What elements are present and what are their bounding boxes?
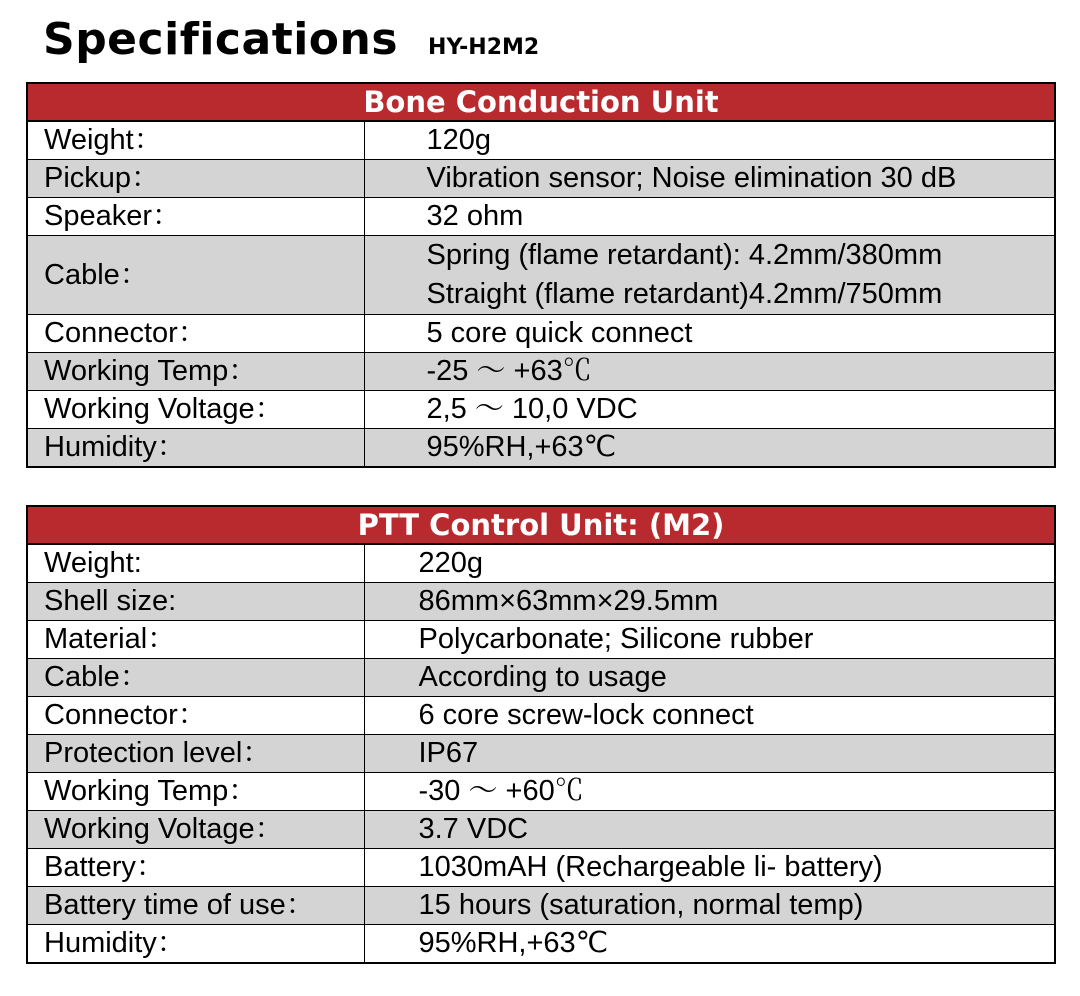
table-row: [27, 353, 1055, 391]
table-row: [27, 773, 1055, 811]
bone-conduction-header: Bone Conduction Unit: [27, 83, 1055, 121]
ptt-control-header: PTT Control Unit: (M2): [27, 506, 1055, 544]
table-row: [27, 583, 1055, 621]
table-row: [27, 849, 1055, 887]
spec-label: Pickup：: [27, 160, 364, 198]
spec-value: Polycarbonate; Silicone rubber: [364, 621, 1055, 659]
spec-label: Working Voltage：: [27, 391, 364, 429]
table-row: [27, 735, 1055, 773]
table-row: [27, 887, 1055, 925]
spec-value: 220g: [364, 544, 1055, 583]
spec-label: Working Temp：: [27, 773, 364, 811]
spec-label: Protection level：: [27, 735, 364, 773]
spec-value: -30 ～ +60℃: [364, 773, 1055, 811]
table-row: [27, 315, 1055, 353]
spec-value: According to usage: [364, 659, 1055, 697]
table-row: [27, 659, 1055, 697]
spec-value: 2,5 ～ 10,0 VDC: [364, 391, 1055, 429]
spec-label: Connector：: [27, 315, 364, 353]
cable-spring-value: Spring (flame retardant): 4.2mm/380mm: [426, 239, 943, 271]
table-row: [27, 160, 1055, 198]
spec-value: 120g: [364, 121, 1055, 160]
spec-label: Working Temp：: [27, 353, 364, 391]
table-row: [27, 811, 1055, 849]
table-row: [27, 544, 1055, 583]
spec-label: Humidity：: [27, 925, 364, 964]
spec-value: Vibration sensor; Noise elimination 30 dB: [364, 160, 1055, 198]
spec-label: Shell size:: [27, 583, 364, 621]
spec-label: Battery：: [27, 849, 364, 887]
page-title: Specifications: [43, 14, 399, 65]
spec-value: 86mm×63mm×29.5mm: [364, 583, 1055, 621]
table-row: [27, 697, 1055, 735]
spec-label: Material：: [27, 621, 364, 659]
spec-value: 5 core quick connect: [364, 315, 1055, 353]
page-header: [43, 14, 539, 74]
spec-value: IP67: [364, 735, 1055, 773]
spec-label: Cable：: [27, 659, 364, 697]
cable-straight-value: Straight (flame retardant)4.2mm/750mm: [426, 278, 943, 310]
spec-label: Connector：: [27, 697, 364, 735]
spec-label: Humidity：: [27, 429, 364, 468]
table-row: [27, 391, 1055, 429]
table-row: [27, 236, 1055, 315]
spec-value: 6 core screw-lock connect: [364, 697, 1055, 735]
table-row: [27, 121, 1055, 160]
spec-value: [364, 236, 1055, 315]
table-row: [27, 429, 1055, 468]
spec-value: -25 ～ +63℃: [364, 353, 1055, 391]
spec-label: Weight:: [27, 544, 364, 583]
spec-value: 3.7 VDC: [364, 811, 1055, 849]
model-number: HY-H2M2: [428, 35, 540, 60]
spec-value: 95%RH,+63℃: [364, 925, 1055, 964]
table-row: [27, 925, 1055, 964]
spec-value: 1030mAH (Rechargeable li- battery): [364, 849, 1055, 887]
spec-label: Working Voltage：: [27, 811, 364, 849]
spec-value: 15 hours (saturation, normal temp): [364, 887, 1055, 925]
ptt-control-spec-table: [26, 505, 1056, 964]
spec-label: Speaker：: [27, 198, 364, 236]
bone-conduction-spec-table: [26, 82, 1056, 468]
table-row: [27, 621, 1055, 659]
spec-value: 95%RH,+63℃: [364, 429, 1055, 468]
spec-label: Cable：: [27, 236, 364, 315]
table-row: [27, 198, 1055, 236]
spec-value: 32 ohm: [364, 198, 1055, 236]
spec-label: Weight：: [27, 121, 364, 160]
spec-label: Battery time of use：: [27, 887, 364, 925]
